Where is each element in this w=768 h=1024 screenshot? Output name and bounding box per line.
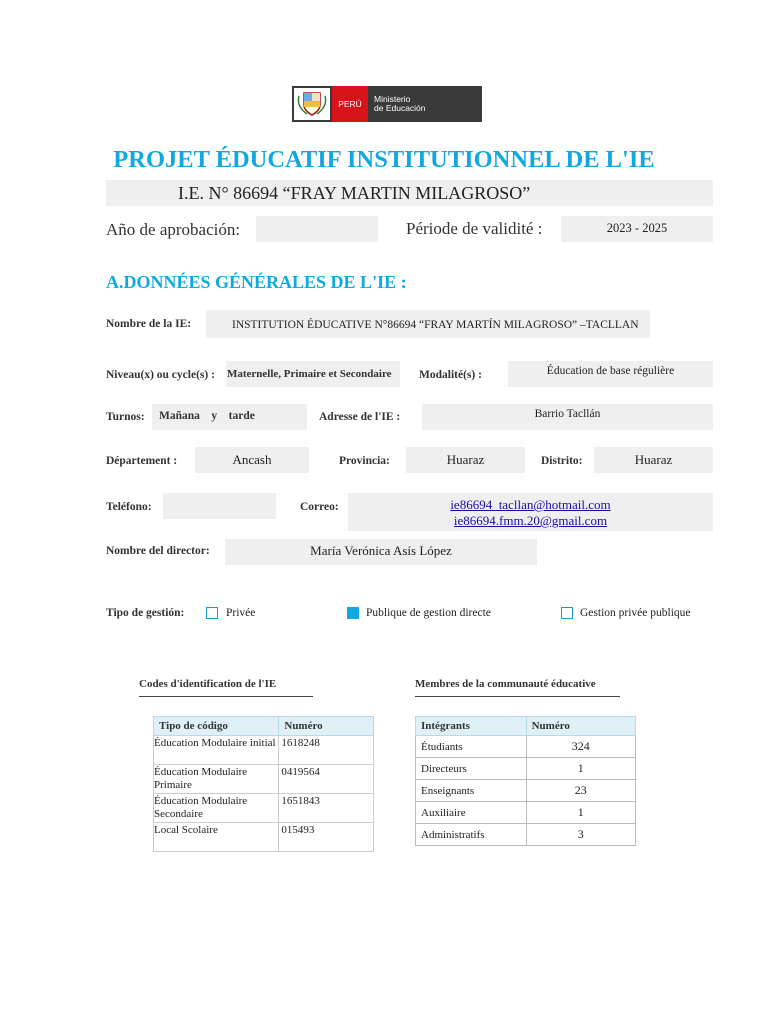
level-value: Maternelle, Primaire et Secondaire [227, 368, 392, 380]
codes-table-caption: Codes d'identification de l'IE [139, 678, 313, 697]
ministry-label [368, 86, 482, 122]
codes-table [153, 716, 374, 852]
page-title: PROJET ÉDUCATIF INSTITUTIONNEL DE L'IE [113, 146, 655, 173]
code-number-cell: 1651843 [279, 794, 374, 823]
table-row [416, 736, 636, 758]
members-table-caption: Membres de la communauté éducative [415, 678, 620, 697]
school-name-value: INSTITUTION ÉDUCATIVE N°86694 “FRAY MARTÍN MILAGROSO” –TACLLAN [232, 319, 639, 331]
peru-label: PERÚ [332, 86, 368, 122]
table-row [416, 802, 636, 824]
table-row [154, 823, 374, 852]
code-number-cell: 1618248 [279, 736, 374, 765]
department-label: Département : [106, 455, 178, 467]
member-count-cell: 1 [526, 758, 635, 780]
option-private-public-label: Gestion privée publique [580, 607, 691, 619]
director-label: Nombre del director: [106, 545, 210, 557]
address-value: Barrio Tacllán [534, 408, 601, 420]
minedu-logo [292, 86, 482, 122]
peru-coat-of-arms-icon [292, 86, 332, 122]
ministry-line-2: de Educación [374, 103, 426, 113]
district-value: Huaraz [634, 452, 673, 467]
table-row [154, 794, 374, 823]
checkbox-private-public[interactable] [561, 607, 573, 619]
column-header: Tipo de código [154, 717, 279, 736]
phone-label: Teléfono: [106, 501, 152, 513]
code-type-cell: Éducation Modulaire initial [154, 736, 279, 765]
director-value: María Verónica Asís López [310, 543, 452, 558]
member-type-cell: Directeurs [416, 758, 527, 780]
column-header: Intégrants [416, 717, 527, 736]
ie-name: I.E. N° 86694 “FRAY MARTIN MILAGROSO” [178, 183, 531, 203]
table-row [154, 765, 374, 794]
validity-label: Période de validité : [406, 219, 543, 238]
approval-label: Año de aprobación: [106, 220, 241, 239]
column-header: Numéro [279, 717, 374, 736]
code-type-cell: Local Scolaire [154, 823, 279, 852]
member-type-cell: Étudiants [416, 736, 527, 758]
validity-value: 2023 - 2025 [606, 221, 668, 235]
table-header-row [154, 717, 374, 736]
phone-field[interactable] [163, 493, 276, 519]
table-row [154, 736, 374, 765]
code-type-cell: Éducation Modulaire Primaire [154, 765, 279, 794]
ministry-line-1: Ministerio [374, 94, 411, 104]
modality-label: Modalité(s) : [419, 369, 482, 381]
email-label: Correo: [300, 501, 339, 513]
checkbox-private[interactable] [206, 607, 218, 619]
member-count-cell: 3 [526, 824, 635, 846]
table-row [416, 780, 636, 802]
level-label: Niveau(x) ou cycle(s) : [106, 369, 215, 381]
table-row [416, 824, 636, 846]
modality-value: Éducation de base régulière [546, 365, 675, 377]
member-type-cell: Enseignants [416, 780, 527, 802]
table-header-row [416, 717, 636, 736]
email-link-1[interactable]: ie86694_tacllan@hotmail.com [450, 497, 611, 512]
column-header: Numéro [526, 717, 635, 736]
district-label: Distrito: [541, 455, 583, 467]
management-type-label: Tipo de gestión: [106, 607, 185, 619]
option-public-direct-label: Publique de gestion directe [366, 607, 491, 619]
table-row [416, 758, 636, 780]
section-a-heading: A.DONNÉES GÉNÉRALES DE L'IE : [106, 272, 407, 292]
shift-value: Mañana y tarde [159, 410, 255, 422]
members-table [415, 716, 636, 846]
code-number-cell: 0419564 [279, 765, 374, 794]
member-count-cell: 1 [526, 802, 635, 824]
member-type-cell: Administratifs [416, 824, 527, 846]
school-name-label: Nombre de la IE: [106, 318, 192, 330]
member-count-cell: 324 [526, 736, 635, 758]
member-type-cell: Auxiliaire [416, 802, 527, 824]
member-count-cell: 23 [526, 780, 635, 802]
province-value: Huaraz [446, 452, 485, 467]
address-label: Adresse de l'IE : [319, 411, 401, 423]
option-private-label: Privée [226, 607, 256, 619]
checkbox-public-direct[interactable] [347, 607, 359, 619]
approval-field[interactable] [256, 216, 378, 242]
province-label: Provincia: [339, 455, 390, 467]
shift-label: Turnos: [106, 411, 145, 423]
code-number-cell: 015493 [279, 823, 374, 852]
email-link-2[interactable]: ie86694.fmm.20@gmail.com [453, 513, 608, 528]
department-value: Ancash [232, 452, 272, 467]
code-type-cell: Éducation Modulaire Secondaire [154, 794, 279, 823]
